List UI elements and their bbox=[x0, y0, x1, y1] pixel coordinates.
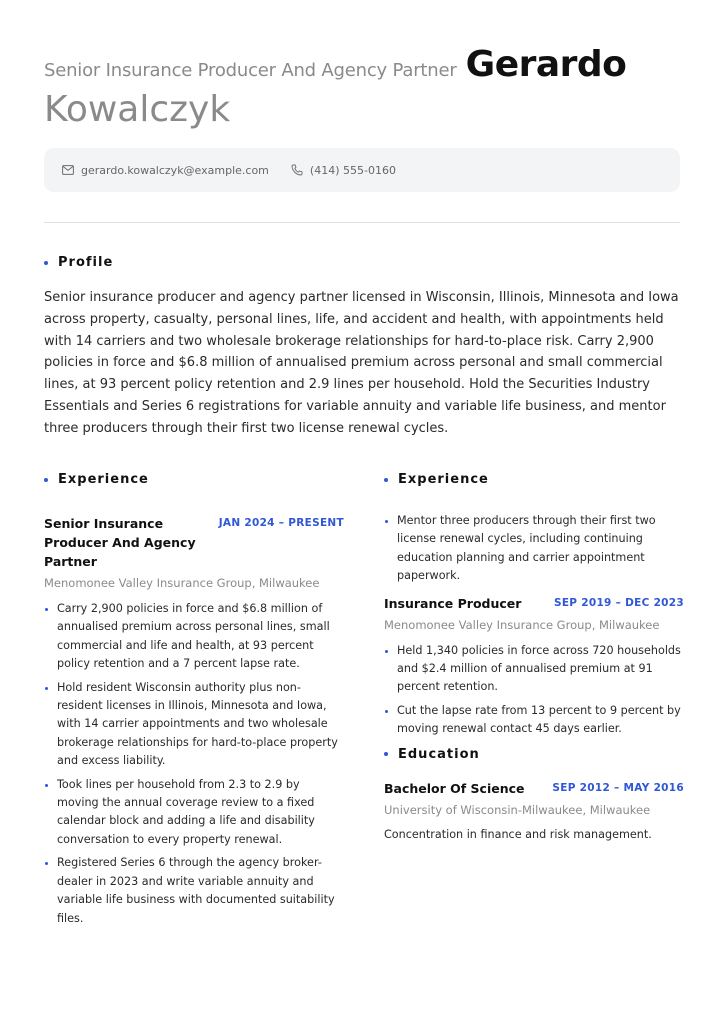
job-entry bbox=[384, 594, 684, 739]
experience-heading-continued: Experience bbox=[384, 472, 684, 487]
job-date: JAN 2024 – PRESENT bbox=[218, 517, 344, 529]
phone-icon bbox=[291, 164, 303, 176]
envelope-icon bbox=[62, 165, 74, 175]
left-column bbox=[44, 472, 344, 928]
profile-summary: Senior insurance producer and agency partner licensed in Wisconsin, Illinois, Minnesota and Iowa across property, casualty, personal lines, life, and accident and health, with appointments held with 14 carriers and two wholesale brokerage relationships for hard-to-place risk. Carry 2,900 policies in force and $6.8 million of annualised premium across personal and small commercial lines, at 93 percent policy retention and 2.9 lines per household. Hold the Securities Industry Essentials and Series 6 registrations for variable annuity and variable life business, and mentor three producers through their first two license renewal cycles. bbox=[44, 290, 679, 436]
phone-contact[interactable] bbox=[291, 164, 396, 177]
job-title: Insurance Producer bbox=[384, 595, 522, 611]
education-heading: Education bbox=[384, 747, 684, 762]
list-item: Mentor three producers through their first two license renewal cycles, including continuing education planning and carrier appointment paperwork. bbox=[384, 512, 684, 586]
contact-bar bbox=[44, 148, 680, 192]
company-name: Menomonee Valley Insurance Group, Milwaukee bbox=[384, 617, 660, 632]
right-column bbox=[384, 472, 684, 844]
list-item: Took lines per household from 2.3 to 2.9 by moving the annual coverage review to a fixed calendar block and adding a life and disability conversation to every property renewal. bbox=[44, 776, 344, 850]
section-bullet-icon bbox=[384, 752, 388, 756]
phone-text: (414) 555-0160 bbox=[309, 163, 396, 177]
email-contact[interactable] bbox=[62, 164, 269, 177]
education-entry bbox=[384, 779, 684, 844]
list-item: Cut the lapse rate from 13 percent to 9 percent by moving renewal contact 45 days earlier. bbox=[384, 702, 684, 739]
degree-title: Bachelor Of Science bbox=[384, 780, 525, 796]
job-entry bbox=[44, 514, 344, 928]
list-item: Carry 2,900 policies in force and $6.8 million of annualised premium across personal lines, small commercial and life and health, at 93 percent policy retention and a 7 percent lapse rate. bbox=[44, 600, 344, 674]
header-divider bbox=[44, 222, 680, 223]
continued-bullets bbox=[384, 512, 684, 586]
list-item: Registered Series 6 through the agency broker-dealer in 2023 and write variable annuity and variable life business with documented suitability files. bbox=[44, 854, 344, 928]
last-name: Kowalczyk bbox=[44, 89, 231, 130]
first-name: Gerardo bbox=[465, 44, 627, 85]
list-item: Held 1,340 policies in force across 720 households and $2.4 million of annualised premium at 91 percent retention. bbox=[384, 642, 684, 697]
profile-heading: Profile bbox=[44, 255, 113, 270]
resume-header bbox=[44, 44, 684, 130]
section-bullet-icon bbox=[384, 478, 388, 482]
education-detail: Concentration in finance and risk management. bbox=[384, 827, 652, 841]
job-subtitle: Senior Insurance Producer And Agency Partner bbox=[44, 60, 457, 81]
section-bullet-icon bbox=[44, 261, 48, 265]
email-text: gerardo.kowalczyk@example.com bbox=[81, 163, 269, 177]
list-item: Hold resident Wisconsin authority plus non-resident licenses in Illinois, Minnesota and Iowa, with 14 carrier appointments and two wholesale brokerage relationships for hard-to-place property and excess liability. bbox=[44, 679, 344, 771]
job-date: SEP 2019 – DEC 2023 bbox=[553, 596, 684, 609]
section-bullet-icon bbox=[44, 478, 48, 482]
job-title: Senior Insurance Producer And Agency Partner bbox=[44, 516, 196, 569]
company-name: Menomonee Valley Insurance Group, Milwaukee bbox=[44, 576, 320, 590]
experience-heading: Experience bbox=[44, 472, 344, 487]
school-name: University of Wisconsin-Milwaukee, Milwaukee bbox=[384, 802, 651, 817]
job-bullets bbox=[44, 600, 344, 928]
education-date: SEP 2012 – MAY 2016 bbox=[552, 781, 684, 794]
job-bullets bbox=[384, 642, 684, 739]
